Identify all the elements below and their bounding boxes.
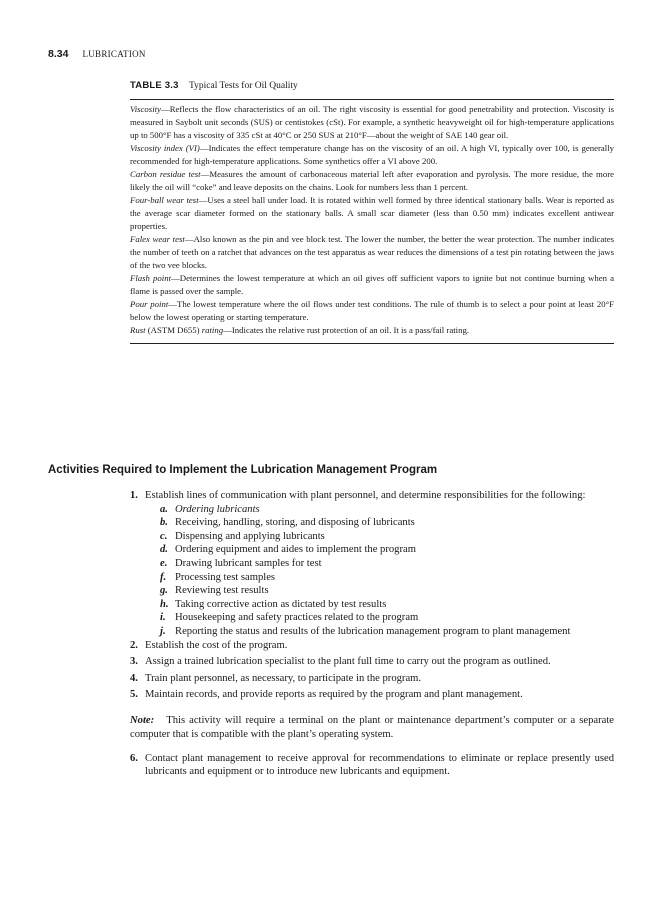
entry-text-2: —Indicates the relative rust protection of an oil. It is a pass/fail rating. xyxy=(223,325,470,336)
entry-term: Four-ball wear test xyxy=(130,195,199,206)
item-text: Establish the cost of the program. xyxy=(145,639,288,651)
table-entry-four-ball xyxy=(130,194,614,232)
sub-letter: f. xyxy=(160,571,167,583)
sub-letter: c. xyxy=(160,530,168,542)
entry-term: Viscosity xyxy=(130,104,161,114)
sub-text: Housekeeping and safety practices related to the program xyxy=(175,612,419,624)
sub-text: Taking corrective action as dictated by test results xyxy=(175,598,387,610)
entry-text: —Measures the amount of carbonaceous material left after evaporation and pyrolysis. The more residue, the more likely the oil will “coke” and leave deposits on the chains. Look for numbers less than 1 percent. xyxy=(130,168,614,192)
table-entry-carbon-residue xyxy=(130,168,614,194)
list-item-4 xyxy=(130,672,614,686)
entry-text: —The lowest temperature where the oil flows under test conditions. The rule of thumb is to select a pour point at least 20°F below the lowest operating or starting temperature. xyxy=(130,298,614,322)
item-text: Contact plant management to receive approval for recommendations to eliminate or replace presently used lubricants and equipment or to introduce new lubricants and equipment. xyxy=(145,752,614,778)
sub-text: Ordering equipment and aides to implement the program xyxy=(175,544,416,556)
entry-term: Flash point xyxy=(130,272,172,283)
sub-item-h xyxy=(145,598,614,612)
item-number: 1. xyxy=(130,490,138,501)
entry-text: —Reflects the flow characteristics of an oil. The right viscosity is essential for good penetrability and protection. Viscosity is measured in Saybolt unit seconds (SUS) or centistokes (cSt). For example, a synthetic heavyweight oil for high-temperature applications up to 500°F has a viscosity of 335 cSt at 40°C or 250 SUS at 210°F—about the weight of SAE 140 gear oil. xyxy=(130,104,614,140)
entry-text: (ASTM D655) xyxy=(145,325,202,336)
list-item-5 xyxy=(130,688,614,702)
entry-term: Carbon residue test xyxy=(130,168,201,179)
sub-letter: h. xyxy=(160,598,169,610)
sub-text: Drawing lubricant samples for test xyxy=(175,557,322,569)
table-label: TABLE 3.3 xyxy=(130,80,179,91)
entry-term-2: rating xyxy=(201,325,224,336)
entry-term: Viscosity index (VI) xyxy=(130,142,200,153)
oil-quality-tests-table xyxy=(130,99,614,344)
sub-letter: b. xyxy=(160,517,168,529)
sub-text: Dispensing and applying lubricants xyxy=(175,530,325,542)
item-number: 4. xyxy=(130,672,138,684)
sub-text: Ordering lubricants xyxy=(175,503,260,515)
sub-item-g xyxy=(145,584,614,598)
entry-text: —Determines the lowest temperature at which an oil gives off sufficient vapors to ignite but not continue burning when a flame is passed over the sample. xyxy=(130,272,614,296)
sub-item-i xyxy=(145,611,614,625)
sub-item-c xyxy=(145,530,614,544)
sub-item-b xyxy=(145,516,614,530)
table-entry-viscosity xyxy=(130,103,614,141)
sub-letter: g. xyxy=(160,585,168,597)
note-paragraph xyxy=(130,714,614,741)
entry-term: Pour point xyxy=(130,298,169,309)
item-number: 2. xyxy=(130,639,138,651)
sub-letter: j. xyxy=(160,625,166,637)
table-entry-rust xyxy=(130,324,614,337)
sub-text: Receiving, handling, storing, and disposing of lubricants xyxy=(175,517,415,529)
sub-letter: d. xyxy=(160,544,168,556)
sub-item-e xyxy=(145,557,614,571)
sub-letter: i. xyxy=(160,612,166,624)
table-entry-flash-point xyxy=(130,272,614,298)
item-number: 6. xyxy=(130,752,138,764)
table-entry-falex xyxy=(130,233,614,271)
sub-item-a xyxy=(145,503,614,517)
list-item-3 xyxy=(130,655,614,669)
entry-term: Falex wear test xyxy=(130,233,185,244)
running-header xyxy=(48,48,146,60)
item-text: Maintain records, and provide reports as required by the program and plant management. xyxy=(145,689,523,701)
sub-text: Processing test samples xyxy=(175,571,276,583)
item-number: 3. xyxy=(130,656,138,668)
sub-item-f xyxy=(145,571,614,585)
running-head: LUBRICATION xyxy=(82,49,146,59)
page-number: 8.34 xyxy=(48,48,69,60)
table-caption xyxy=(130,80,298,91)
note-text: This activity will require a terminal on the plant or maintenance department’s computer or a separate computer that is compatible with the plant’s operating system. xyxy=(130,714,615,740)
entry-text: —Uses a steel ball under load. It is rotated within well formed by three identical stationary balls. Wear is reported as the average scar diameter formed on the stationary balls. A small scar diameter (less than 0.50 mm) indicates excellent antiwear properties. xyxy=(130,195,614,231)
table-entry-viscosity-index xyxy=(130,142,614,168)
sub-item-j xyxy=(145,625,614,639)
list-item-6 xyxy=(130,752,614,779)
table-entry-pour-point xyxy=(130,298,614,324)
item-text: Train plant personnel, as necessary, to participate in the program. xyxy=(145,672,422,684)
activities-list xyxy=(130,489,614,779)
entry-text: —Indicates the effect temperature change has on the viscosity of an oil. A high VI, typically over 100, is generally recommended for high-temperature applications. Some synthetics offer a VI above 200. xyxy=(130,142,614,166)
entry-text: —Also known as the pin and vee block test. The lower the number, the better the wear protection. The number indicates the number of teeth on a ratchet that advances on the test apparatus as wear reduces the dimensions of a test pin rotating between the jaws of the two vee blocks. xyxy=(130,233,614,270)
table-title: Typical Tests for Oil Quality xyxy=(188,81,298,91)
item-number: 5. xyxy=(130,689,138,701)
note-label: Note: xyxy=(130,714,155,726)
sub-text: Reporting the status and results of the lubrication management program to plant management xyxy=(175,625,571,637)
item-text: Assign a trained lubrication specialist to the plant full time to carry out the program as outlined. xyxy=(145,656,551,668)
item-text: Establish lines of communication with plant personnel, and determine responsibilities for the following: xyxy=(145,490,586,501)
sub-item-d xyxy=(145,543,614,557)
sub-letter: e. xyxy=(160,557,168,569)
entry-term: Rust xyxy=(130,325,146,336)
list-item-1 xyxy=(130,489,614,639)
list-item-2 xyxy=(130,639,614,653)
sub-letter: a. xyxy=(160,503,168,515)
sub-text: Reviewing test results xyxy=(175,585,269,597)
section-heading: Activities Required to Implement the Lubrication Management Program xyxy=(48,464,438,476)
